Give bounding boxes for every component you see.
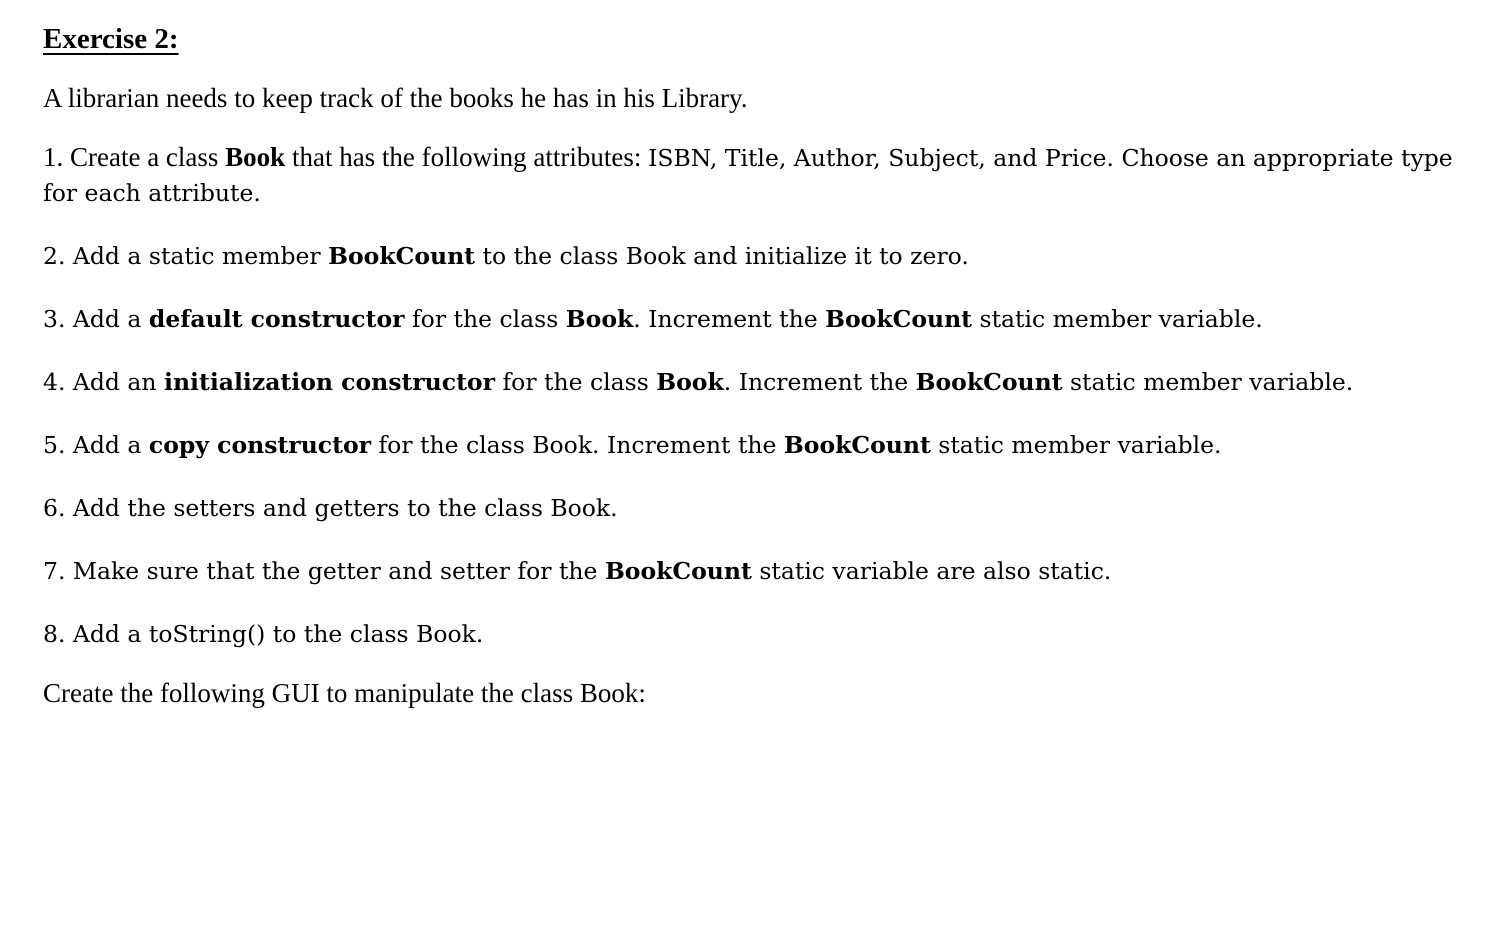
instruction-item-2: 2. Add a static member BookCount to the class Book and initialize it to zero.: [43, 242, 969, 270]
instruction-item-4: 4. Add an initialization constructor for the class Book. Increment the BookCount static member variable.: [43, 368, 1354, 396]
instruction-item-5: 5. Add a copy constructor for the class Book. Increment the BookCount static member variable.: [43, 431, 1222, 459]
intro-paragraph: A librarian needs to keep track of the books he has in his Library.: [43, 83, 748, 113]
instruction-item-1: 1. Create a class Book that has the following attributes: ISBN, Title, Author, Subject, and Price. Choose an appropriate type for each attribute.: [43, 142, 1453, 207]
instruction-item-6: 6. Add the setters and getters to the class Book.: [43, 494, 618, 522]
instruction-item-3: 3. Add a default constructor for the class Book. Increment the BookCount static member variable.: [43, 305, 1263, 333]
closing-paragraph: Create the following GUI to manipulate the class Book:: [43, 678, 646, 708]
instruction-item-7: 7. Make sure that the getter and setter for the BookCount static variable are also static.: [43, 557, 1112, 585]
exercise-title: Exercise 2:: [43, 23, 179, 55]
instruction-item-8: 8. Add a toString() to the class Book.: [43, 620, 484, 648]
document: [43, 18, 1483, 713]
